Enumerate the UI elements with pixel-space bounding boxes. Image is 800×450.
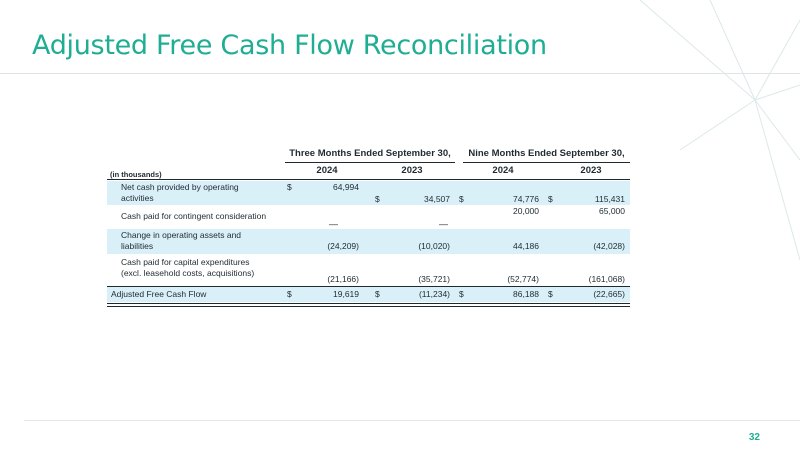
currency-symbol: $ — [375, 194, 380, 204]
table-row-capex — [107, 254, 630, 287]
value-cell: 20,000 — [513, 206, 539, 216]
row-label: Cash paid for contingent consideration — [121, 211, 267, 221]
value-cell: 74,776 — [513, 194, 539, 204]
currency-symbol: $ — [548, 289, 553, 299]
value-cell: 64,994 — [333, 182, 359, 192]
table-row-operating-assets — [107, 229, 630, 254]
group-header-nine-months: Nine Months Ended September 30, — [463, 148, 630, 163]
currency-symbol: $ — [287, 182, 292, 192]
value-cell: 86,188 — [513, 289, 539, 299]
value-cell: (21,166) — [327, 274, 359, 284]
value-cell: (52,774) — [507, 274, 539, 284]
row-label: Change in operating assets and liabilities — [121, 230, 242, 251]
year-header-row — [107, 164, 630, 180]
table-row-net-cash — [107, 181, 630, 205]
value-cell: 34,507 — [424, 194, 450, 204]
value-cell: (35,721) — [418, 274, 450, 284]
currency-symbol: $ — [375, 289, 380, 299]
currency-symbol: $ — [548, 194, 553, 204]
value-cell: 115,431 — [594, 194, 625, 204]
currency-symbol: $ — [459, 289, 464, 299]
value-cell: (10,020) — [418, 241, 450, 251]
value-cell: — — [439, 219, 448, 229]
year-header: 2024 — [316, 165, 338, 176]
row-label: Adjusted Free Cash Flow — [111, 289, 207, 299]
year-header: 2023 — [401, 165, 423, 176]
unit-label: (in thousands) — [110, 170, 162, 179]
title-divider — [0, 73, 800, 74]
currency-symbol: $ — [287, 289, 292, 299]
table-row-contingent — [107, 205, 630, 229]
value-cell: 65,000 — [599, 206, 625, 216]
value-cell: (24,209) — [327, 241, 359, 251]
value-cell: — — [329, 219, 338, 229]
footer-divider — [24, 420, 800, 421]
value-cell: (42,028) — [593, 241, 625, 251]
total-double-underline — [107, 303, 630, 307]
year-header: 2024 — [492, 165, 514, 176]
table-row-total — [107, 287, 630, 302]
currency-symbol: $ — [459, 194, 464, 204]
page-number: 32 — [748, 432, 760, 443]
slide-title: Adjusted Free Cash Flow Reconciliation — [32, 30, 547, 61]
value-cell: 44,186 — [513, 241, 539, 251]
year-header: 2023 — [580, 165, 602, 176]
value-cell: (161,068) — [588, 274, 625, 284]
value-cell: 19,619 — [333, 289, 359, 299]
row-label: Cash paid for capital expenditures (excl. leasehold costs, acquisitions) — [121, 257, 255, 278]
value-cell: (11,234) — [418, 289, 450, 299]
value-cell: (22,665) — [593, 289, 625, 299]
group-header-three-months: Three Months Ended September 30, — [285, 148, 455, 163]
row-label: Net cash provided by operating activities — [121, 182, 239, 203]
